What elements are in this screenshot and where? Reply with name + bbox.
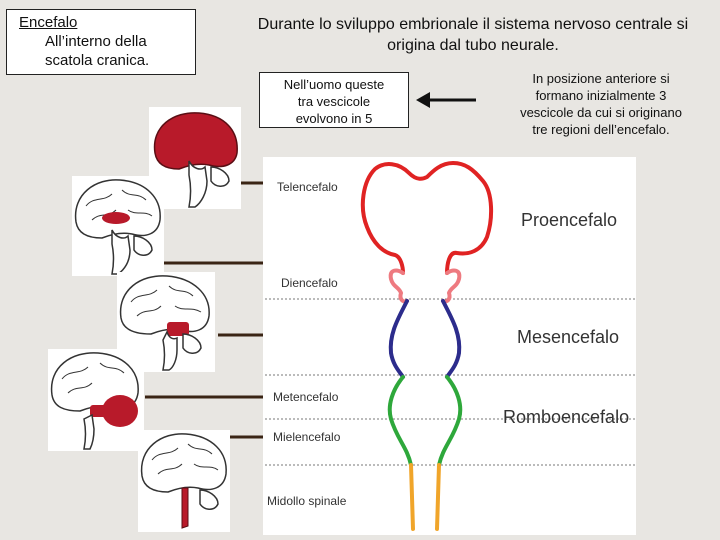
side-line-4: tre regioni dell’encefalo. xyxy=(532,122,670,137)
label-mesencefalo: Mesencefalo xyxy=(517,327,620,347)
encefalo-line-3: scatola cranica. xyxy=(45,52,150,69)
label-metencefalo: Metencefalo xyxy=(273,390,339,404)
label-mielencefalo: Mielencefalo xyxy=(273,430,341,444)
brain-mielencefalo-image xyxy=(138,430,230,532)
intro-line-1: Durante lo sviluppo embrionale il sistema nervoso centrale si xyxy=(257,16,689,33)
encefalo-line-2: All’interno della xyxy=(45,33,147,50)
five-box-line-3: evolvono in 5 xyxy=(295,111,373,126)
neural-tube-diagram xyxy=(263,157,636,535)
label-midollo-spinale: Midollo spinale xyxy=(267,494,347,508)
side-line-3: vescicole da cui si originano xyxy=(520,105,682,120)
five-box-line-2: tra vescicole xyxy=(297,94,371,109)
side-line-1: In posizione anteriore si xyxy=(532,71,670,86)
five-box-line-1: Nell’uomo queste xyxy=(283,77,385,92)
intro-line-2: origina dal tubo neurale. xyxy=(387,37,559,54)
encefalo-title: Encefalo xyxy=(19,14,78,31)
label-diencefalo: Diencefalo xyxy=(281,276,338,290)
label-proencefalo: Proencefalo xyxy=(521,210,618,230)
label-romboencefalo: Romboencefalo xyxy=(503,407,630,427)
side-line-2: formano inizialmente 3 xyxy=(535,88,667,103)
brain-metencefalo-image xyxy=(48,349,144,451)
label-telencefalo: Telencefalo xyxy=(277,180,338,194)
brain-diencefalo-image xyxy=(72,176,164,276)
